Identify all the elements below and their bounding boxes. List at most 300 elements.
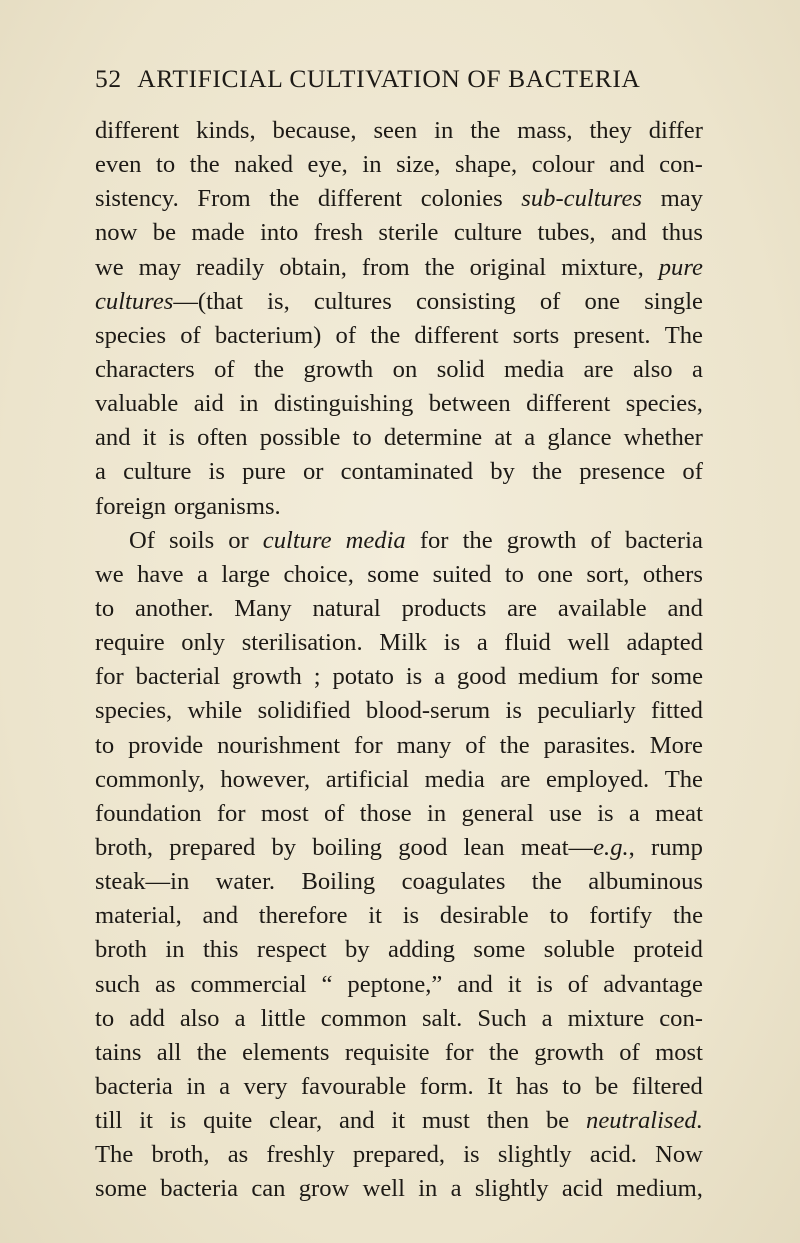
word [568,968,589,1002]
word [260,421,341,455]
word [299,1172,350,1206]
running-head [95,64,715,94]
text-run: Many [234,594,292,622]
text-run: favourable [300,1072,407,1100]
word [314,660,321,694]
text-run: species, [95,697,173,725]
text-run: well [362,1175,405,1203]
text-run: the [254,355,285,383]
word [232,660,302,694]
word [197,558,208,592]
text-run: the [531,868,562,896]
word [513,319,559,353]
word [589,114,631,148]
text-run: the [370,321,401,349]
word [416,285,516,319]
word [260,216,298,250]
word [546,1104,569,1138]
word [532,148,595,182]
word [629,797,640,831]
text-run: in [434,117,454,144]
text-run: of [214,355,235,383]
word [367,558,419,592]
text-run: the [269,185,300,213]
text-run: may [138,253,181,281]
text-run: fresh [313,219,363,247]
text-run: growth [506,526,577,554]
text-run: “ [321,970,333,998]
word [180,319,201,353]
text-run: sorts [512,321,560,349]
word [692,353,703,387]
text-run: medium [518,663,599,691]
word [354,729,383,763]
text-run: proteid [633,936,703,964]
text-run: culture [123,458,192,486]
text-run: little [260,1004,306,1032]
word [242,455,286,489]
word [590,524,611,558]
word [624,421,703,455]
word [532,455,562,489]
text-run: another. [134,594,214,622]
word [427,797,446,831]
word [139,251,181,285]
word [507,524,577,558]
word [336,319,357,353]
word [451,1172,462,1206]
word [196,114,255,148]
text-run: elements [242,1038,330,1066]
text-run: the [462,526,493,554]
text-run: to [549,902,569,930]
text-run: is [168,424,185,452]
text-run: —(that [173,287,243,315]
text-run: to [95,731,115,759]
text-run: thus [661,219,703,247]
word [258,694,351,728]
word [95,1104,122,1138]
text-line [95,626,703,660]
word [627,626,703,660]
text-run: it [391,1107,406,1135]
text-run: requisite [344,1038,430,1066]
word [228,1138,249,1172]
text-run: good [456,663,507,691]
word [444,626,460,660]
word [619,1036,640,1070]
word [644,285,703,319]
text-run: sterilisation. [241,629,363,657]
word [420,1070,474,1104]
text-run: suited [432,560,492,588]
word [378,216,438,250]
word [308,148,348,182]
text-run: general [461,799,534,827]
word [402,865,506,899]
text-run: by [490,458,515,486]
text-run: different [317,185,403,213]
text-run: steak—in [95,868,190,896]
word [220,763,310,797]
text-run: a [234,1004,246,1032]
text-run: obtain, [279,253,347,281]
text-run: albuminous [588,868,703,896]
word [274,387,413,421]
text-run: and [339,1107,375,1135]
text-run: artificial [325,765,410,793]
word [586,558,629,592]
text-run: differ [648,117,703,144]
word [219,1070,230,1104]
word [136,660,221,694]
word [345,1036,430,1070]
text-run: this [202,936,239,964]
italic-text: e.g. [593,833,629,861]
text-run: bacterial [135,663,221,691]
text-run: common [320,1004,407,1032]
word [169,524,214,558]
word [470,251,547,285]
text-run: of [567,970,589,998]
text-line [95,899,703,933]
word [197,421,248,455]
text-run: From [197,185,251,213]
word [573,319,650,353]
text-run: Milk [379,629,428,657]
text-run: as [227,1141,249,1169]
word [659,1002,703,1036]
word [457,968,493,1002]
page-number: 52 [95,64,122,93]
word [95,353,195,387]
text-run: lean [463,833,505,861]
text-run: boiling [312,833,382,861]
text-run: the [532,458,563,486]
word [95,285,243,319]
word [470,114,500,148]
word [153,216,176,250]
text-run: distinguishing [273,390,414,418]
word [95,626,165,660]
word [655,1036,703,1070]
text-run: of [682,458,703,486]
text-run: soils [169,526,215,554]
word [217,729,340,763]
word [465,729,486,763]
text-run: characters [95,355,195,383]
text-run: growth [303,355,374,383]
text-run: clear, [269,1107,323,1135]
text-run: It [487,1072,503,1100]
text-line [95,1036,703,1070]
text-run: it [142,424,157,452]
text-run: material, [95,902,182,930]
word [129,524,155,558]
word [402,592,487,626]
text-run: because, [272,117,357,144]
text-run: is [208,458,225,486]
text-run: of [619,1038,640,1066]
word [202,899,238,933]
word [95,319,166,353]
text-run: the [672,902,703,930]
word [318,182,402,216]
text-run: the [470,117,501,144]
text-run: bacteria [160,1175,239,1203]
text-run: grow [298,1175,350,1203]
text-run: is [505,697,522,725]
word [517,114,572,148]
word [534,1036,604,1070]
text-run: of [323,799,345,827]
word [217,797,246,831]
word [589,899,652,933]
text-run: has [515,1072,549,1100]
text-run: media [424,765,485,793]
text-line [95,251,703,285]
word [155,968,176,1002]
word [584,353,614,387]
text-line [95,490,703,524]
italic-text: sub-cultures [521,185,642,213]
text-run: glance [547,424,612,452]
word [477,1002,526,1036]
word [586,1104,703,1138]
word [373,114,417,148]
text-run: fortify [589,902,653,930]
text-run: such [95,970,141,998]
word [568,1002,645,1036]
text-run: available [557,594,647,622]
word [516,1070,549,1104]
text-run: in [427,799,447,827]
word [174,490,281,524]
word [95,216,137,250]
word [659,251,703,285]
text-run: products [401,594,487,622]
word [603,968,703,1002]
text-run: by [345,936,370,964]
text-run: fitted [651,697,703,725]
text-line [95,968,703,1002]
word [95,421,131,455]
text-run: we [95,560,124,588]
text-run: Of [129,526,155,554]
text-run: a [628,799,640,827]
word [95,968,140,1002]
text-run: bacteria [625,526,703,554]
word [266,1138,334,1172]
text-run: kinds, [196,117,256,144]
word [562,1070,581,1104]
word [422,1104,470,1138]
text-run: as [155,970,176,998]
text-run: sterile [378,219,439,247]
text-run: is, [267,287,290,315]
text-run: different [95,117,180,144]
word [425,251,455,285]
word [314,285,392,319]
text-run: The [95,1141,134,1169]
word [651,660,703,694]
word [463,524,493,558]
word [579,455,665,489]
text-run: and [457,970,493,998]
word [95,1172,147,1206]
text-run: also [632,355,673,383]
text-run: and [95,424,131,452]
word [659,148,703,182]
word [95,490,166,524]
word [487,1104,529,1138]
word [461,797,533,831]
word [257,933,327,967]
text-run: a [541,1004,553,1032]
word [324,797,345,831]
word [139,1104,153,1138]
text-run: use [549,799,582,827]
text-run: now [95,219,138,247]
italic-text: media [345,526,406,554]
word [339,1104,375,1138]
text-run: and [202,902,238,930]
word [490,455,515,489]
text-line [95,319,703,353]
word [347,968,442,1002]
word [393,353,418,387]
word [123,455,191,489]
word [457,660,506,694]
word [396,148,440,182]
word [406,660,422,694]
word [521,831,635,865]
text-run: The [664,321,703,349]
text-run: till [95,1107,123,1135]
word [526,387,610,421]
word [505,558,524,592]
word [95,182,179,216]
text-run: shape, [455,151,518,179]
text-run: of [180,321,201,349]
word [590,1138,637,1172]
word [500,763,530,797]
word [473,933,525,967]
word [633,933,703,967]
word [314,216,363,250]
word [651,831,703,865]
word [321,1002,407,1036]
text-run: even [95,151,142,179]
text-run: have [137,560,184,588]
word [611,216,647,250]
text-run: tains [95,1038,142,1066]
text-line [95,285,703,319]
word [188,694,243,728]
text-run: in [186,1072,206,1100]
text-run: commonly, [95,765,205,793]
text-run: aid [193,390,224,418]
word [524,421,535,455]
text-run: potato [332,663,394,691]
text-run: a [95,458,106,486]
text-run: to [155,151,176,179]
word [95,763,205,797]
word [562,1172,603,1206]
text-run: must [421,1107,470,1135]
text-line [95,831,703,865]
word [595,1070,618,1104]
text-run: ; [313,663,321,691]
text-run: for [216,799,246,827]
text-line [95,216,703,250]
text-line [95,1070,703,1104]
text-run: determine [383,424,483,452]
text-run: while [187,697,243,725]
text-run: Now [655,1141,703,1169]
text-run: may [660,185,703,213]
text-line [95,694,703,728]
text-run: More [649,731,703,759]
word [157,1036,182,1070]
text-run: species, [625,390,703,418]
text-line [95,148,703,182]
word [616,1172,703,1206]
text-run: is [405,663,423,691]
text-run: and [667,594,703,622]
text-run: is [463,1141,480,1169]
text-run: the [189,151,220,179]
text-run: broth, [95,833,154,861]
word [242,1036,329,1070]
word [326,763,409,797]
text-line [95,797,703,831]
text-run: the [488,1038,519,1066]
text-run: solidified [257,697,351,725]
text-run: some [95,1175,147,1203]
word [191,968,307,1002]
word [137,558,183,592]
text-run: to [562,1072,582,1100]
text-run: others [642,560,703,588]
word [214,353,235,387]
word [536,968,552,1002]
word [437,353,485,387]
text-run: sistency. [95,185,179,213]
text-run: and [610,219,647,247]
text-run: to [95,594,115,622]
text-run: acid. [589,1141,637,1169]
text-run: pure [242,458,286,486]
text-run: broth, [151,1141,210,1169]
text-run: at [494,424,513,452]
word [129,1002,165,1036]
text-run: salt. [421,1004,463,1032]
word [538,216,596,250]
text-run: some [367,560,420,588]
word [504,626,550,660]
text-run: bacteria [95,1072,173,1100]
word [190,148,220,182]
word [363,1172,405,1206]
word [261,1002,306,1036]
text-run: meat— [520,833,594,861]
text-run: many [396,731,452,759]
text-run: in [418,1175,438,1203]
text-run: colour [531,151,595,179]
word [95,251,124,285]
word [418,1172,437,1206]
